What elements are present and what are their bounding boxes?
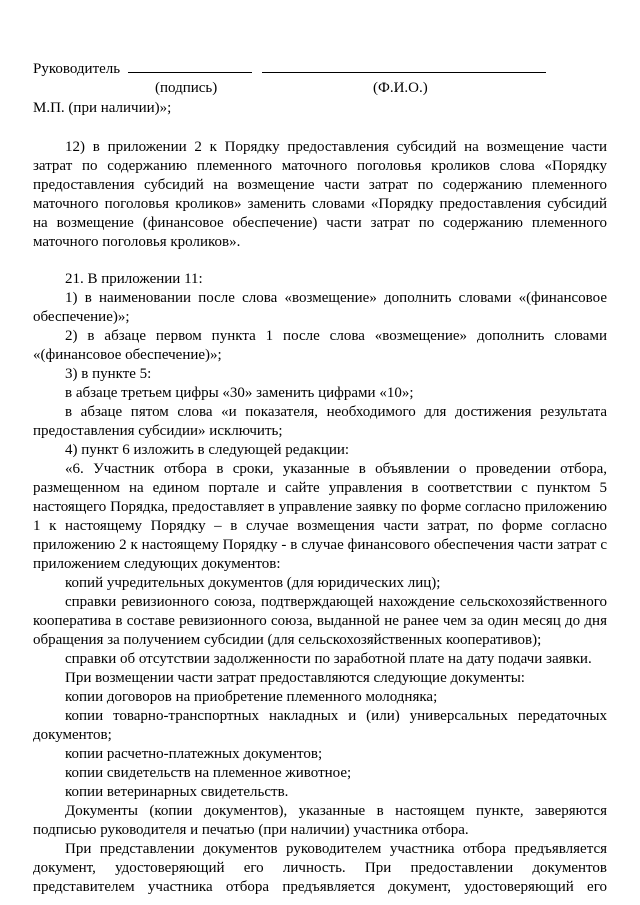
signature-label: Руководитель <box>33 61 121 77</box>
list-item: копии ветеринарных свидетельств. <box>65 784 289 800</box>
paragraph-identity: При представлении документов руководителем участника отбора предъявляется документ, удостоверяющий его личность. При предоставлении документов представителем участника отбора предъявляется документ, удостоверяющий его <box>33 841 607 895</box>
caption-name: (Ф.И.О.) <box>373 80 428 96</box>
body-text <box>33 138 607 897</box>
paragraph-gap <box>33 252 607 270</box>
signature-block <box>33 58 613 118</box>
list-item: копии расчетно-платежных документов; <box>65 746 323 762</box>
list-item: копий учредительных документов (для юридических лиц); <box>65 575 441 591</box>
paragraph-point-6: «6. Участник отбора в сроки, указанные в объявлении о проведении отбора, размещенном на едином портале и сайте управления в соответствии с пунктом 5 настоящего Порядка, предоставляет в управление заявку по форме согласно приложению 1 к настоящему Порядку – в случае возмещения части затрат, по форме согласно приложению 2 к настоящему Порядку - в случае финансового обеспечения части затрат с приложением следующих документов: <box>33 461 607 572</box>
signature-underline <box>128 58 252 73</box>
list-item: копии товарно-транспортных накладных и (или) универсальных передаточных документов; <box>33 708 607 743</box>
list-item: справки ревизионного союза, подтверждающей нахождение сельскохозяйственного кооператива в составе ревизионного союза, выданной не ранее чем за один месяц до дня обращения за получением субсидии (для сельскохозяйственных кооперативов); <box>33 594 607 648</box>
paragraph-12: 12) в приложении 2 к Порядку предоставления субсидий на возмещение части затрат по содержанию племенного маточного поголовья кроликов слова «Порядку предоставления субсидий на возмещение части затрат по содержанию племенного маточного поголовья кроликов» заменить словами «Порядку предоставления субсидий на возмещение (финансовое обеспечение) части затрат по содержанию племенного маточного поголовья кроликов». <box>33 139 607 250</box>
paragraph-certification: Документы (копии документов), указанные в настоящем пункте, заверяются подписью руководителя и печатью (при наличии) участника отбора. <box>33 803 607 838</box>
seal-note: М.П. (при наличии)»; <box>33 100 172 116</box>
paragraph-item-1: 1) в наименовании после слова «возмещение» дополнить словами «(финансовое обеспечение)»; <box>33 290 607 325</box>
signature-line <box>33 58 613 78</box>
paragraph-21-heading: 21. В приложении 11: <box>65 271 203 287</box>
paragraph-item-3-a: в абзаце третьем цифры «30» заменить цифрами «10»; <box>65 385 414 401</box>
paragraph-item-4: 4) пункт 6 изложить в следующей редакции: <box>65 442 350 458</box>
signature-captions <box>33 78 613 98</box>
paragraph-item-3: 3) в пункте 5: <box>65 366 152 382</box>
paragraph-item-2: 2) в абзаце первом пункта 1 после слова «возмещение» дополнить словами «(финансовое обеспечение)»; <box>33 328 607 363</box>
list-item: копии договоров на приобретение племенного молодняка; <box>65 689 438 705</box>
list-item: копии свидетельств на племенное животное; <box>65 765 352 781</box>
paragraph-item-3-b: в абзаце пятом слова «и показателя, необходимого для достижения результата предоставления субсидии» исключить; <box>33 404 607 439</box>
paragraph-reimbursement-docs: При возмещении части затрат предоставляются следующие документы: <box>65 670 525 686</box>
caption-signature: (подпись) <box>155 80 218 96</box>
name-underline <box>262 58 546 73</box>
list-item: справки об отсутствии задолженности по заработной плате на дату подачи заявки. <box>65 651 592 667</box>
